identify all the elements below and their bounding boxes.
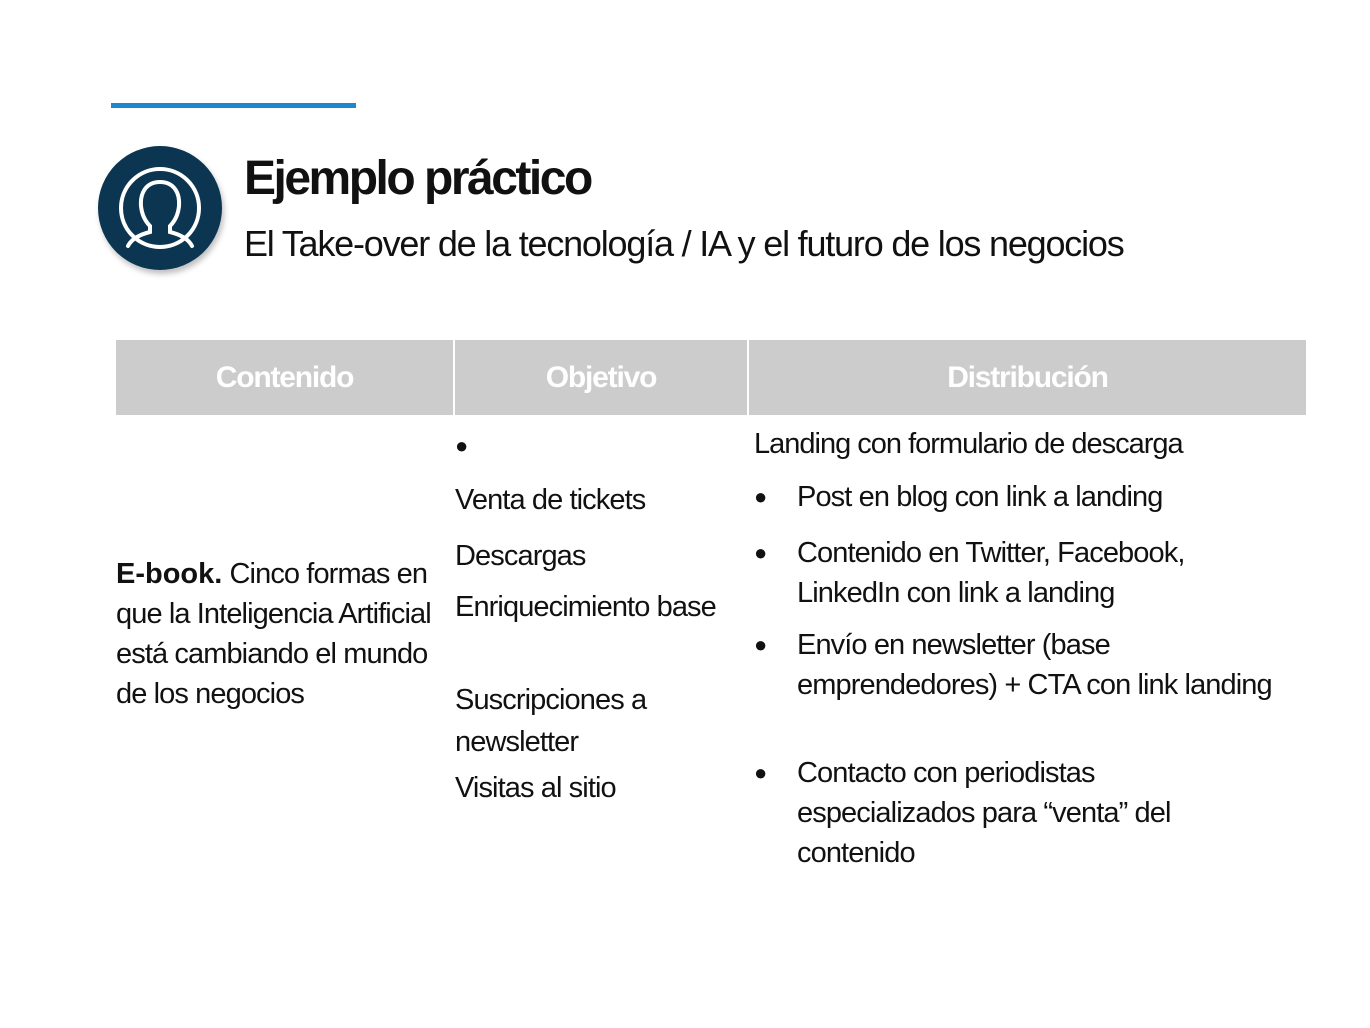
distribucion-item-text: Post en blog con link a landing	[797, 481, 1163, 513]
header-contenido: Contenido	[116, 340, 453, 415]
avatar	[98, 146, 222, 270]
bullet-icon: ●	[754, 484, 767, 509]
objetivo-item: Suscripciones a newsletter	[455, 684, 647, 758]
page-subtitle: El Take-over de la tecnología / IA y el futuro de los negocios	[244, 223, 1124, 264]
objetivo-item: Descargas	[455, 540, 586, 572]
distribucion-item-text: Contacto con periodistas especializados para “venta” del contenido	[797, 757, 1171, 869]
objetivo-item: Enriquecimiento base	[455, 591, 716, 623]
distribucion-item	[754, 753, 1274, 873]
objetivo-item: Visitas al sitio	[455, 772, 616, 804]
distribucion-item-text: Envío en newsletter (base emprendedores) + CTA con link landing	[797, 629, 1272, 701]
distribucion-item	[754, 477, 1274, 517]
distribucion-item	[754, 533, 1274, 613]
user-icon	[98, 146, 222, 270]
distribucion-item	[754, 625, 1274, 705]
accent-line	[111, 103, 356, 108]
objetivo-item: Venta de tickets	[455, 484, 646, 516]
page-title: Ejemplo práctico	[244, 152, 591, 205]
bullet-icon: ●	[754, 632, 767, 657]
bullet-icon: ●	[754, 760, 767, 785]
header-distribucion: Distribución	[749, 340, 1306, 415]
bullet-icon: ●	[754, 540, 767, 565]
contenido-cell	[116, 554, 446, 714]
objetivo-bullet: ●	[455, 433, 468, 458]
header-objetivo: Objetivo	[455, 340, 747, 415]
contenido-bold: E-book.	[116, 558, 223, 590]
distribucion-item-text: Contenido en Twitter, Facebook, LinkedIn con link a landing	[797, 537, 1185, 609]
contenido-text: Cinco formas en que la Inteligencia Artificial está cambiando el mundo de los negocios	[116, 558, 431, 710]
distribucion-intro: Landing con formulario de descarga	[754, 428, 1183, 460]
